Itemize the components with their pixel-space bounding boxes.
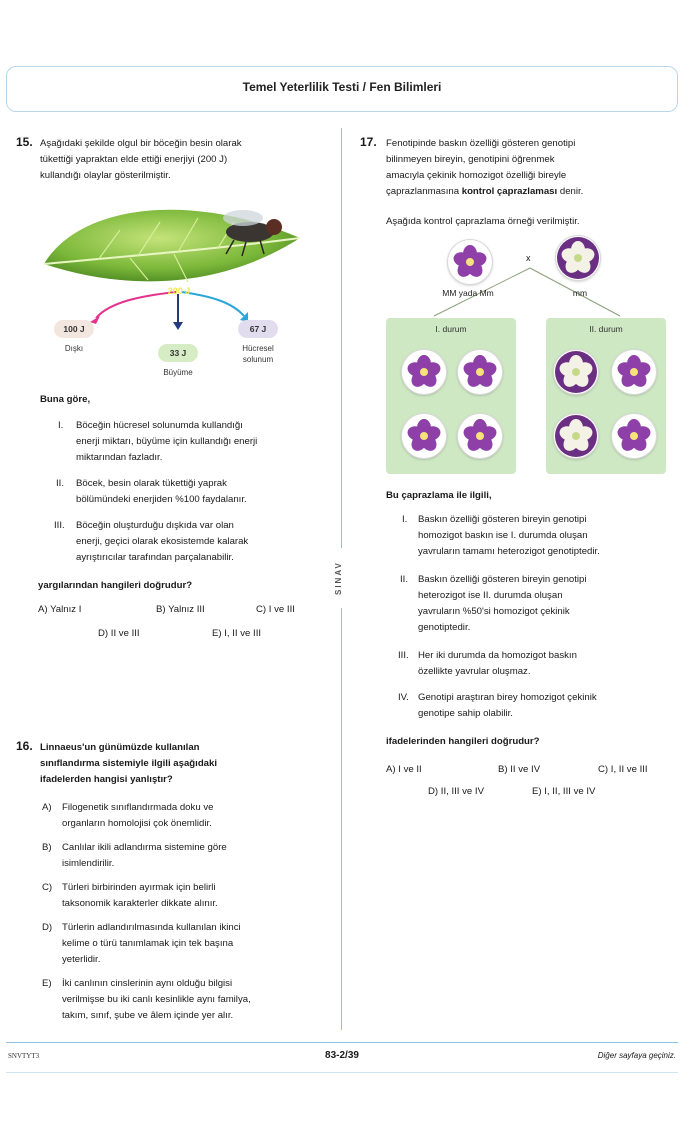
- item-line: Baskın özelliği gösteren bireyin genotipi: [418, 514, 587, 525]
- footer-divider-bottom: [6, 1072, 678, 1073]
- stem-line: Linnaeus'un günümüzde kullanılan: [40, 742, 200, 753]
- option-label[interactable]: B): [42, 842, 52, 853]
- item-line: Baskın özelliği gösteren bireyin genotipi: [418, 574, 587, 585]
- item-number: II.: [56, 478, 64, 489]
- parent-label-dominant: MM yada Mm: [442, 288, 494, 298]
- case-title: I. durum: [435, 324, 467, 334]
- item-number: III.: [54, 520, 65, 531]
- option-d-line[interactable]: yeterlidir.: [62, 954, 101, 965]
- item-number: I.: [402, 514, 408, 525]
- option-a-line[interactable]: Filogenetik sınıflandırmada doku ve: [62, 802, 214, 813]
- option-label[interactable]: D): [42, 922, 53, 933]
- option-d[interactable]: D) II, III ve IV: [428, 786, 484, 797]
- stem-line: bilinmeyen bireyin, genotipini öğrenmek: [386, 154, 555, 165]
- total-energy-label: 200 J: [167, 286, 191, 296]
- energy-box-respiration: 67 J: [238, 320, 278, 338]
- purple-flower-icon: [402, 350, 446, 394]
- option-e-line[interactable]: verilmişse bu iki canlı kesinlikle aynı familya,: [62, 994, 251, 1005]
- option-b-line[interactable]: isimlendirilir.: [62, 858, 115, 869]
- option-label[interactable]: A): [42, 802, 52, 813]
- parent-label-recessive: mm: [572, 288, 588, 298]
- option-d-line[interactable]: Türlerin adlandırılmasında kullanılan ikinci: [62, 922, 241, 933]
- page-number: 83-2/39: [325, 1050, 359, 1061]
- stem-line: Aşağıdaki şekilde olgul bir böceğin besin olarak: [40, 138, 242, 149]
- question-number: 15.: [16, 135, 33, 149]
- option-e-line[interactable]: İki canlının cinslerinin aynı olduğu bilgisi: [62, 978, 233, 989]
- next-page-note: Diğer sayfaya geçiniz.: [597, 1051, 676, 1060]
- offspring-flower: [458, 414, 502, 458]
- energy-label-growth: Büyüme: [163, 368, 193, 377]
- stem-line: amacıyla çekinik homozigot özelliği bireyle: [386, 170, 567, 181]
- stem-line: çaprazlanmasına kontrol çaprazlaması denir.: [386, 186, 584, 197]
- footer-code: SNVTYT3: [8, 1052, 40, 1060]
- white-flower-icon: [554, 414, 598, 458]
- item-line: Böcek, besin olarak tükettiği yaprak: [76, 478, 227, 489]
- offspring-flower: [402, 414, 446, 458]
- item-line: genotipe sahip olabilir.: [418, 708, 513, 719]
- item-line: Böceğin hücresel solunumda kullandığı: [76, 420, 243, 431]
- item-line: Böceğin oluşturduğu dışkıda var olan: [76, 520, 234, 531]
- item-line: Her iki durumda da homozigot baskın: [418, 650, 577, 661]
- leaf-illustration: [38, 194, 310, 300]
- purple-flower-icon: [612, 350, 656, 394]
- offspring-flower: [612, 414, 656, 458]
- purple-flower-icon: [402, 414, 446, 458]
- item-line: Genotipi araştıran birey homozigot çekinik: [418, 692, 597, 703]
- offspring-flower: [612, 350, 656, 394]
- offspring-flower: [554, 350, 598, 394]
- lead-text: Bu çaprazlama ile ilgili,: [386, 490, 492, 501]
- white-flower-icon: [554, 350, 598, 394]
- item-line: enerji, geçici olarak ekosistemde kalarak: [76, 536, 249, 547]
- energy-label-respiration: Hücresel solunum: [242, 344, 274, 364]
- stem-line: sınıflandırma sistemiyle ilgili aşağıdaki: [40, 758, 218, 769]
- stem-line: Fenotipinde baskın özelliği gösteren genotipi: [386, 138, 576, 149]
- option-label[interactable]: C): [42, 882, 53, 893]
- stem-line: tükettiği yapraktan elde ettiği enerjiyi (200 J): [40, 154, 228, 165]
- item-line: özellikte yavrular oluşmaz.: [418, 666, 531, 677]
- question-text: yargılarından hangileri doğrudur?: [38, 580, 193, 591]
- option-c-line[interactable]: Türleri birbirinden ayırmak için belirli: [62, 882, 216, 893]
- example-text: Aşağıda kontrol çaprazlama örneği verilmiştir.: [386, 216, 580, 227]
- option-c[interactable]: C) I, II ve III: [598, 764, 648, 775]
- cross-symbol: x: [526, 253, 531, 263]
- option-c[interactable]: C) I ve III: [256, 604, 295, 615]
- option-b[interactable]: B) II ve IV: [498, 764, 541, 775]
- item-line: genotiptedir.: [418, 622, 471, 633]
- energy-label-feces: Dışkı: [64, 344, 84, 353]
- option-d[interactable]: D) II ve III: [98, 628, 140, 639]
- option-b[interactable]: B) Yalnız III: [156, 604, 205, 615]
- option-e[interactable]: E) I, II, III ve IV: [532, 786, 596, 797]
- energy-box-growth: 33 J: [158, 344, 198, 362]
- item-number: II.: [400, 574, 408, 585]
- option-a[interactable]: A) Yalnız I: [38, 604, 82, 615]
- purple-flower-icon: [458, 414, 502, 458]
- item-line: bölümündeki enerjiden %100 faydalanır.: [76, 494, 247, 505]
- energy-box-feces: 100 J: [54, 320, 94, 338]
- offspring-flower: [554, 414, 598, 458]
- option-a[interactable]: A) I ve II: [386, 764, 422, 775]
- item-line: homozigot baskın ise I. durumda oluşan: [418, 530, 588, 541]
- option-label[interactable]: E): [42, 978, 52, 989]
- question-number: 17.: [360, 135, 377, 149]
- option-d-line[interactable]: kelime o türü tanımlamak için tek başına: [62, 938, 234, 949]
- footer-divider: [6, 1042, 678, 1043]
- item-line: ayrıştırıcılar tarafından parçalanabilir.: [76, 552, 234, 563]
- offspring-flower: [458, 350, 502, 394]
- item-number: IV.: [398, 692, 409, 703]
- offspring-flower: [402, 350, 446, 394]
- option-b-line[interactable]: Canlılar ikili adlandırma sistemine göre: [62, 842, 227, 853]
- purple-flower-icon: [458, 350, 502, 394]
- item-line: heterozigot ise II. durumda oluşan: [418, 590, 563, 601]
- purple-flower-icon: [612, 414, 656, 458]
- item-line: yavruların tamamı heterozigot genotiptedir.: [418, 546, 600, 557]
- option-e[interactable]: E) I, II ve III: [212, 628, 262, 639]
- question-text: ifadelerinden hangileri doğrudur?: [386, 736, 540, 747]
- side-watermark: SINAV: [334, 548, 350, 608]
- case-title: II. durum: [589, 324, 623, 334]
- item-line: yavruların %50'si homozigot çekinik: [418, 606, 570, 617]
- item-number: III.: [398, 650, 409, 661]
- option-a-line[interactable]: organların homolojisi çok önemlidir.: [62, 818, 212, 829]
- stem-line: kullandığı olaylar gösterilmiştir.: [40, 170, 171, 181]
- lead-text: Buna göre,: [40, 394, 91, 405]
- stem-line: ifadelerden hangisi yanlıştır?: [40, 774, 173, 785]
- option-e-line[interactable]: takım, sınıf, şube ve âlem içinde yer alır.: [62, 1010, 234, 1021]
- item-line: miktarından fazladır.: [76, 452, 163, 463]
- page-title: Temel Yeterlilik Testi / Fen Bilimleri: [242, 80, 442, 94]
- question-number: 16.: [16, 739, 33, 753]
- option-c-line[interactable]: taksonomik karakterler dikkate alınır.: [62, 898, 218, 909]
- item-number: I.: [58, 420, 64, 431]
- item-line: enerji miktarı, büyüme için kullandığı enerji: [76, 436, 258, 447]
